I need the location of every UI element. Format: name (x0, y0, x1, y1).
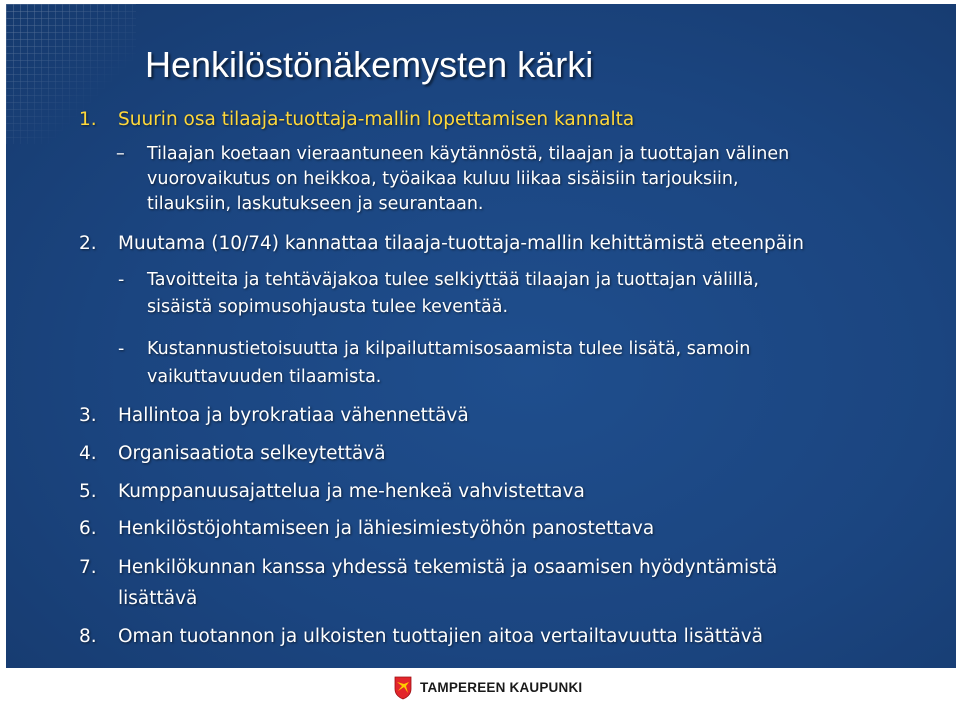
item-2-text: Muutama (10/74) kannattaa tilaaja-tuottaja-mallin kehittämistä eteenpäin (118, 233, 804, 254)
item-3-text: Hallintoa ja byrokratiaa vähennettävä (118, 405, 469, 426)
item-7-number: 7. (79, 557, 97, 578)
sub-item-3-line-2: vaikuttavuuden tilaamista. (147, 367, 382, 387)
item-4-number: 4. (79, 443, 97, 464)
item-5-number: 5. (79, 481, 97, 502)
sub-item-2-dash: - (118, 270, 125, 290)
sub-item-1-line-3: tilauksiin, laskutukseen ja seurantaan. (147, 194, 484, 214)
sub-item-2-line-2: sisäistä sopimusohjausta tulee keventää. (147, 297, 509, 317)
item-1-number: 1. (79, 109, 97, 130)
item-8-number: 8. (79, 626, 97, 647)
item-1-text: Suurin osa tilaaja-tuottaja-mallin lopettamisen kannalta (118, 109, 635, 130)
item-3-number: 3. (79, 405, 97, 426)
item-2-number: 2. (79, 233, 97, 254)
tampere-coat-of-arms-icon (394, 676, 412, 700)
item-4-text: Organisaatiota selkeytettävä (118, 443, 386, 464)
item-8-text: Oman tuotannon ja ulkoisten tuottajien aitoa vertailtavuutta lisättävä (118, 626, 763, 647)
sub-item-1-line-1: Tilaajan koetaan vieraantuneen käytännöstä, tilaajan ja tuottajan välinen (147, 144, 790, 164)
item-5-text: Kumppanuusajattelua ja me-henkeä vahvistettava (118, 481, 585, 502)
item-6-number: 6. (79, 518, 97, 539)
grid-decoration (6, 4, 136, 144)
slide (6, 4, 956, 668)
sub-item-1-dash: – (116, 144, 125, 164)
item-7-line-1: Henkilökunnan kanssa yhdessä tekemistä ja osaamisen hyödyntämistä (118, 557, 778, 578)
sub-item-3-line-1: Kustannustietoisuutta ja kilpailuttamisosaamista tulee lisätä, samoin (147, 339, 751, 359)
sub-item-1-line-2: vuorovaikutus on heikkoa, työaikaa kuluu liikaa sisäisiin tarjouksiin, (147, 169, 739, 189)
sub-item-2-line-1: Tavoitteita ja tehtäväjakoa tulee selkiyttää tilaajan ja tuottajan välillä, (147, 270, 759, 290)
organization-name: TAMPEREEN KAUPUNKI (420, 680, 583, 695)
item-7-line-2: lisättävä (118, 588, 198, 609)
sub-item-3-dash: - (118, 339, 125, 359)
item-6-text: Henkilöstöjohtamiseen ja lähiesimiestyöhön panostettava (118, 518, 655, 539)
slide-title: Henkilöstönäkemysten kärki (145, 44, 594, 85)
